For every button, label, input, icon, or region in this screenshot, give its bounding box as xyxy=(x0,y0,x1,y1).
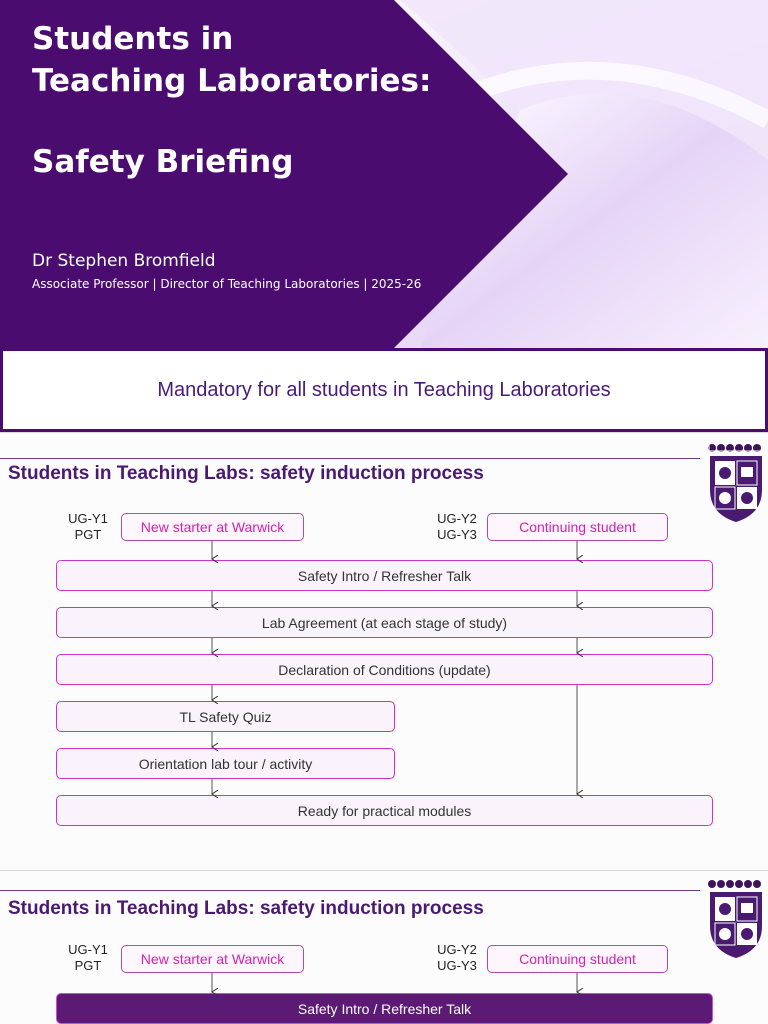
presenter-name: Dr Stephen Bromfield xyxy=(32,251,216,271)
tag-line: PGT xyxy=(74,958,102,973)
step-intro-talk-highlighted: Safety Intro / Refresher Talk xyxy=(56,993,713,1024)
slide-heading: Students in Teaching Labs: safety induction process xyxy=(8,463,484,484)
tag-line: PGT xyxy=(74,527,102,542)
continuing-student-box: Continuing student xyxy=(487,513,668,541)
tag-line: UG-Y3 xyxy=(437,958,477,973)
title-slide xyxy=(0,0,768,348)
title-line-3: Safety Briefing xyxy=(32,144,294,180)
tag-line: UG-Y1 xyxy=(68,942,108,957)
process-slide-highlight xyxy=(0,870,768,1024)
tag-line: UG-Y3 xyxy=(437,527,477,542)
step-ready: Ready for practical modules xyxy=(56,795,713,826)
banner-text: Mandatory for all students in Teaching Laboratories xyxy=(157,378,611,401)
process-slide xyxy=(0,432,768,870)
step-declaration: Declaration of Conditions (update) xyxy=(56,654,713,685)
step-safety-quiz: TL Safety Quiz xyxy=(56,701,395,732)
tag-line: UG-Y2 xyxy=(437,942,477,957)
tag-line: UG-Y1 xyxy=(68,511,108,526)
title-line-2: Teaching Laboratories: xyxy=(32,63,432,99)
step-lab-agreement: Lab Agreement (at each stage of study) xyxy=(56,607,713,638)
tag-line: UG-Y2 xyxy=(437,511,477,526)
slide-heading: Students in Teaching Labs: safety induction process xyxy=(8,898,484,919)
presenter-role: Associate Professor | Director of Teaching Laboratories | 2025-26 xyxy=(32,277,422,291)
step-intro-talk: Safety Intro / Refresher Talk xyxy=(56,560,713,591)
banner-inner xyxy=(3,351,765,429)
mandatory-banner xyxy=(0,348,768,432)
new-starter-box: New starter at Warwick xyxy=(121,945,304,973)
continuing-student-box: Continuing student xyxy=(487,945,668,973)
step-orientation: Orientation lab tour / activity xyxy=(56,748,395,779)
flow-arrows xyxy=(0,432,768,870)
new-starter-box: New starter at Warwick xyxy=(121,513,304,541)
title-line-1: Students in xyxy=(32,21,234,57)
flow-arrows xyxy=(0,870,768,1024)
